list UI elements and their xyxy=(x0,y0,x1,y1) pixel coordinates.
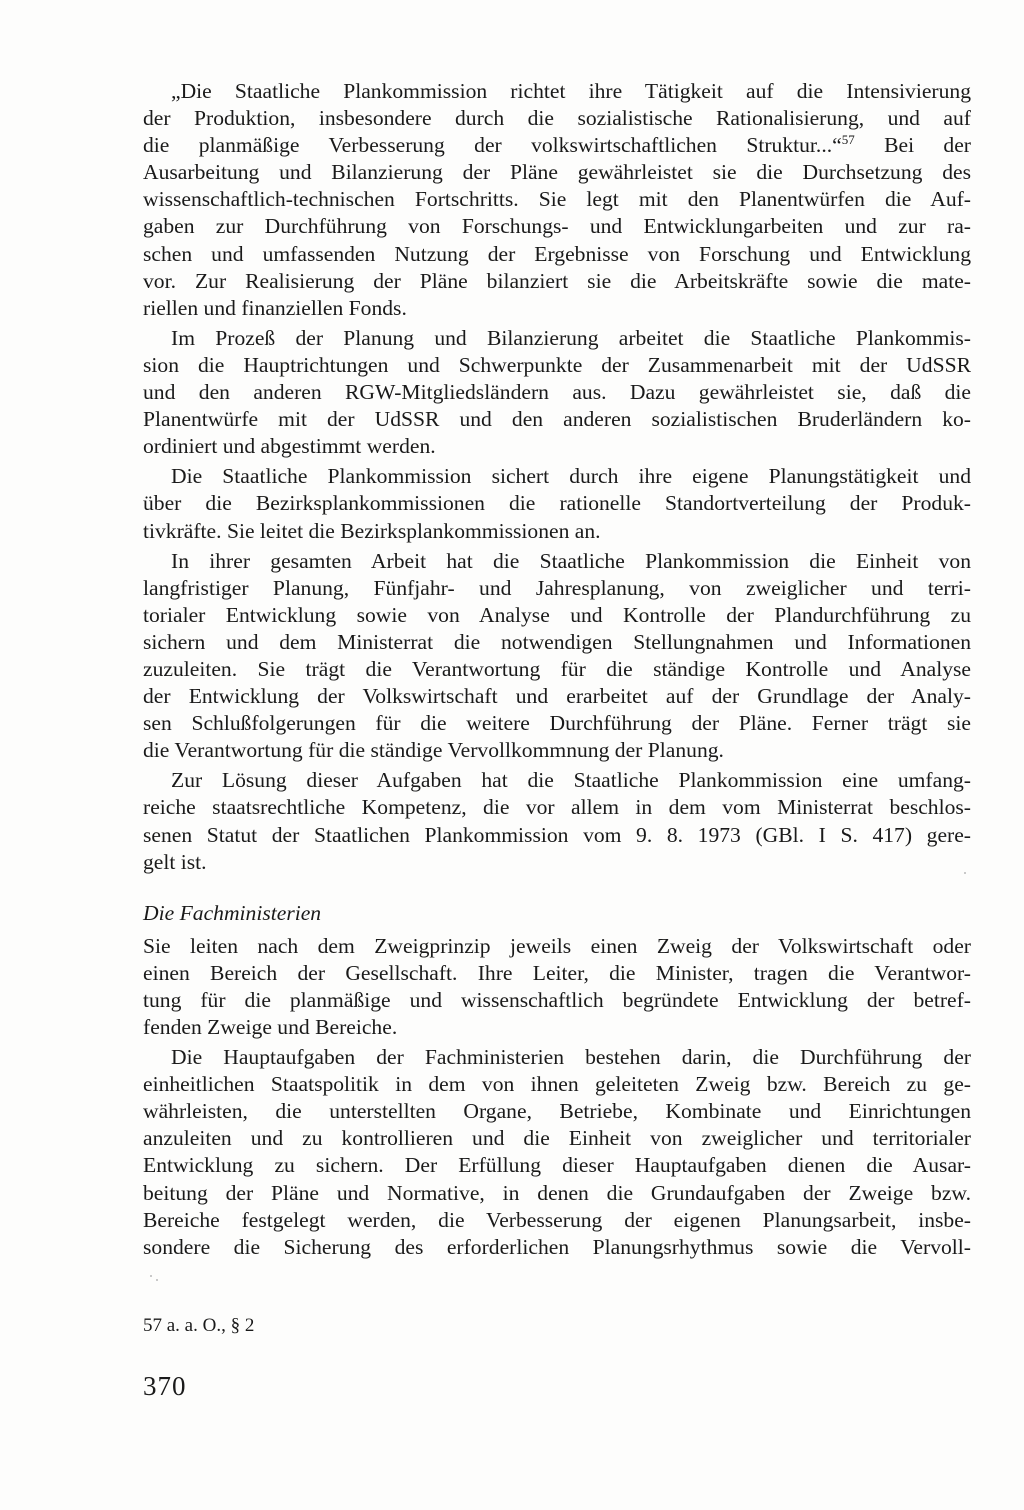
footnote-marker: 57 xyxy=(841,132,855,148)
text-line: Sie leiten nach dem Zweigprinzip jeweils einen Zweig der Volkswirtschaft oder xyxy=(143,933,971,958)
paragraph-3 xyxy=(143,463,971,544)
text-line: einheitlichen Staatspolitik in dem von ihnen geleiteten Zweig bzw. Bereich zu ge- xyxy=(143,1072,971,1097)
text-line: die Verantwortung für die ständige Vervollkommnung der Planung. xyxy=(143,738,724,763)
text-line: wissenschaftlich-technischen Fortschritts. Sie legt mit den Planentwürfen die Auf- xyxy=(143,187,971,212)
page-number: 370 xyxy=(143,1371,187,1401)
paragraph-7 xyxy=(143,1044,971,1261)
text-line: sichern und dem Ministerrat die notwendigen Stellungnahmen und Informationen xyxy=(143,629,971,654)
text-line: Planentwürfe mit der UdSSR und den anderen sozialistischen Bruderländern ko- xyxy=(143,407,971,432)
paragraph-5 xyxy=(143,767,971,875)
text-line: schen und umfassenden Nutzung der Ergebnisse von Forschung und Entwicklung xyxy=(143,241,971,266)
text-line: tung für die planmäßige und wissenschaftlich begründete Entwicklung der betref- xyxy=(143,987,971,1012)
text-line: sen Schlußfolgerungen für die weitere Durchführung der Pläne. Ferner trägt sie xyxy=(143,711,971,736)
text-line: ordiniert und abgestimmt werden. xyxy=(143,434,436,459)
text-line: sondere die Sicherung des erforderlichen Planungsrhythmus sowie die Vervoll- xyxy=(143,1234,971,1259)
text-line: riellen und finanziellen Fonds. xyxy=(143,295,407,320)
text-line: der Produktion, insbesondere durch die sozialistische Rationalisierung, und auf xyxy=(143,106,971,131)
text-line: anzuleiten und zu kontrollieren und die Einheit von zweiglicher und territorialer xyxy=(143,1126,971,1151)
text-line: Die Hauptaufgaben der Fachministerien bestehen darin, die Durchführung der xyxy=(171,1045,971,1070)
text-line: tivkräfte. Sie leitet die Bezirksplankommissionen an. xyxy=(143,518,601,543)
text-line: senen Statut der Staatlichen Plankommission vom 9. 8. 1973 (GBl. I S. 417) gere- xyxy=(143,822,971,847)
text-line: Zur Lösung dieser Aufgaben hat die Staatliche Plankommission eine umfang- xyxy=(171,768,971,793)
text-line: und den anderen RGW-Mitgliedsländern aus. Dazu gewährleistet sie, daß die xyxy=(143,380,971,405)
text-line: fenden Zweige und Bereiche. xyxy=(143,1015,398,1039)
scan-speck xyxy=(156,1279,158,1281)
text-line: beitung der Pläne und Normative, in denen die Grundaufgaben der Zweige bzw. xyxy=(143,1180,971,1205)
text-line: einen Bereich der Gesellschaft. Ihre Leiter, die Minister, tragen die Verantwor- xyxy=(143,960,971,985)
text-line: langfristiger Planung, Fünfjahr- und Jahresplanung, von zweiglicher und terri- xyxy=(143,575,971,600)
quote-end-text: die planmäßige Verbesserung der volkswirtschaftlichen Struktur...“ xyxy=(143,133,842,158)
text-line: Entwicklung zu sichern. Der Erfüllung dieser Hauptaufgaben dienen die Ausar- xyxy=(143,1153,971,1178)
paragraph-2 xyxy=(143,325,971,460)
text-line: In ihrer gesamten Arbeit hat die Staatliche Plankommission die Einheit von xyxy=(171,548,971,573)
footnote: 57 a. a. O., § 2 xyxy=(143,1315,255,1336)
scan-speck xyxy=(150,1275,152,1277)
text-line: Ausarbeitung und Bilanzierung der Pläne gewährleistet sie die Durchsetzung des xyxy=(143,160,971,185)
text-line: vor. Zur Realisierung der Pläne bilanziert sie die Arbeitskräfte sowie die mate- xyxy=(143,268,971,293)
text-line: währleisten, die unterstellten Organe, Betriebe, Kombinate und Einrichtungen xyxy=(143,1099,971,1124)
text-line: reiche staatsrechtliche Kompetenz, die vor allem in dem vom Ministerrat beschlos- xyxy=(143,795,971,820)
quote-continuation: Bei der xyxy=(854,133,972,158)
paragraph-1 xyxy=(143,78,971,322)
text-line: torialer Entwicklung sowie von Analyse und Kontrolle der Plandurchführung zu xyxy=(143,602,971,627)
text-line: zuzuleiten. Sie trägt die Verantwortung für die ständige Kontrolle und Analyse xyxy=(143,656,971,681)
text-line: sion die Hauptrichtungen und Schwerpunkte der Zusammenarbeit mit der UdSSR xyxy=(143,352,971,377)
section-heading: Die Fachministerien xyxy=(143,900,322,925)
paragraph-4 xyxy=(143,548,971,765)
text-line: gaben zur Durchführung von Forschungs- und Entwicklungarbeiten und zur ra- xyxy=(143,214,971,239)
text-line: Im Prozeß der Planung und Bilanzierung arbeitet die Staatliche Plankommis- xyxy=(171,325,971,350)
text-line: der Entwicklung der Volkswirtschaft und erarbeitet auf der Grundlage der Analy- xyxy=(143,684,971,709)
paragraph-6 xyxy=(143,933,971,1041)
text-line: über die Bezirksplankommissionen die rationelle Standortverteilung der Produk- xyxy=(143,491,971,516)
text-line xyxy=(143,132,971,159)
text-line: gelt ist. xyxy=(143,849,207,874)
text-line: „Die Staatliche Plankommission richtet ihre Tätigkeit auf die Intensivierung xyxy=(171,79,971,103)
text-line: Bereiche festgelegt werden, die Verbesserung der eigenen Planungsarbeit, insbe- xyxy=(143,1207,971,1232)
text-line: Die Staatliche Plankommission sichert durch ihre eigene Planungstätigkeit und xyxy=(171,464,971,489)
body-text xyxy=(143,78,971,1261)
scan-speck xyxy=(964,872,966,874)
